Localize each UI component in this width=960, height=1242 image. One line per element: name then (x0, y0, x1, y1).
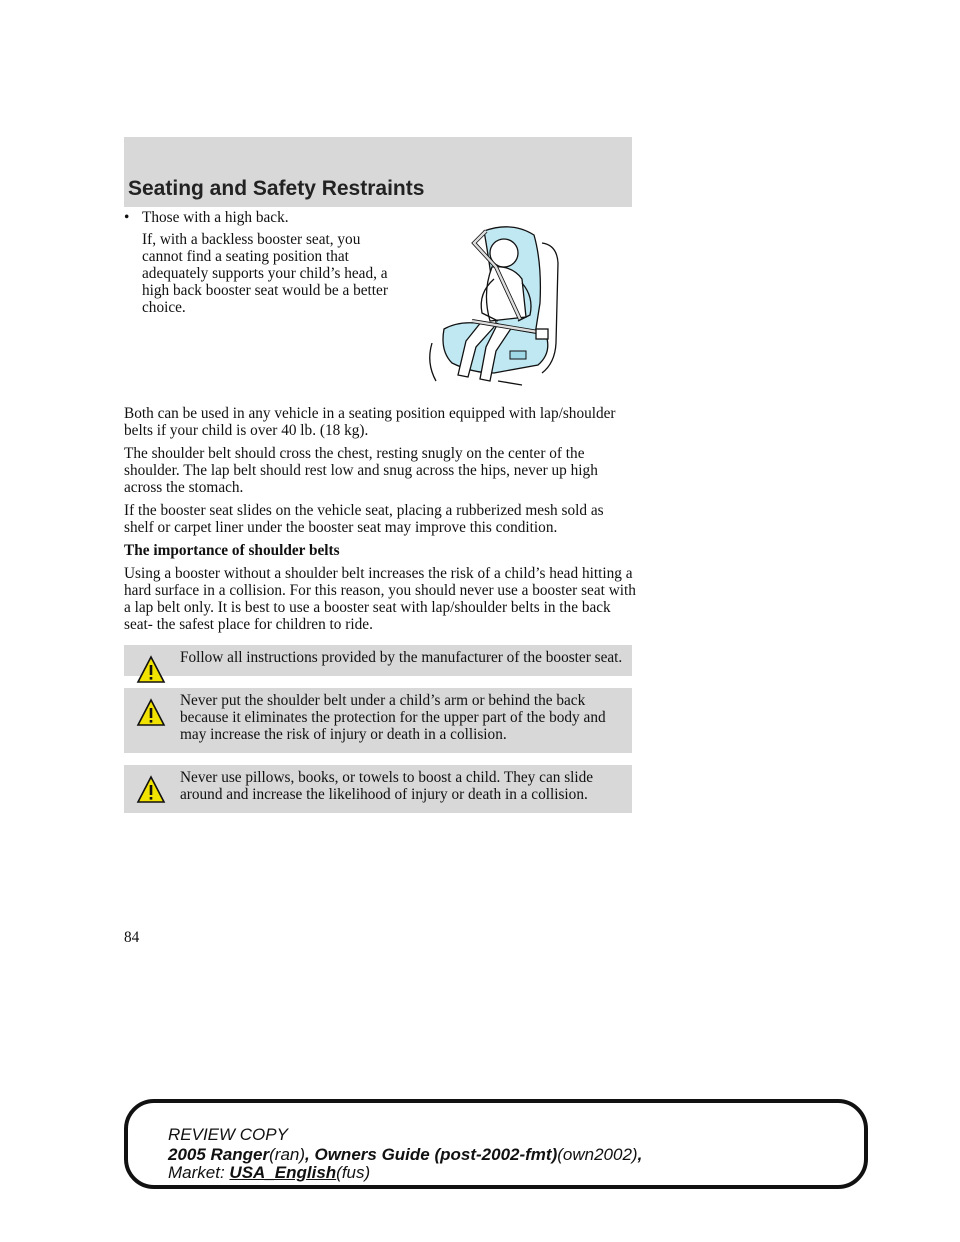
footer-market: USA_English (229, 1163, 337, 1182)
footer-line-3 (168, 1163, 370, 1183)
warning-box-1 (124, 645, 632, 676)
subheading-paragraph: Using a booster without a shoulder belt increases the risk of a child’s head hitting a hard surface in a collision. For this reason, you should never use a booster seat with a lap belt only. It is best to use a booster seat with lap/shoulder belts in the back seat- the safest place for children to ride. (124, 565, 636, 633)
footer-guide: Owners Guide (post-2002-fmt) (314, 1145, 558, 1164)
warning-text-2: Never put the shoulder belt under a child’s arm or behind the back because it eliminates the protection for the upper part of the body and may increase the risk of injury or death in a collision. (180, 692, 606, 743)
footer-model: 2005 Ranger (168, 1145, 270, 1164)
paragraph-2: The shoulder belt should cross the chest, resting snugly on the center of the shoulder. The lap belt should rest low and snug across the hips, never up high across the stomach. (124, 445, 598, 496)
footer-line-2 (168, 1145, 642, 1165)
bullet-item (124, 209, 289, 226)
bullet-text: Those with a high back. (142, 209, 289, 226)
review-copy-footer (124, 1099, 868, 1189)
warning-triangle-icon (136, 698, 166, 728)
subheading: The importance of shoulder belts (124, 542, 340, 559)
bullet-marker: • (124, 209, 130, 226)
footer-sep-1: , (305, 1145, 315, 1164)
high-back-booster-seat-illustration (422, 223, 562, 393)
warning-box-3 (124, 765, 632, 813)
bullet-subtext: If, with a backless booster seat, you cannot find a seating position that adequately supports your child’s head, a high back booster seat would be a better choice. (142, 231, 388, 316)
page-content (124, 209, 636, 813)
warning-triangle-icon (136, 775, 166, 805)
warning-box-2 (124, 688, 632, 753)
footer-guide-code: (own2002) (557, 1145, 638, 1164)
warning-triangle-icon (136, 655, 166, 685)
footer-line-1: REVIEW COPY (168, 1125, 288, 1144)
section-header (124, 137, 632, 207)
page-number: 84 (124, 929, 140, 946)
footer-market-code: (fus) (336, 1163, 371, 1182)
warning-text-1: Follow all instructions provided by the manufacturer of the booster seat. (180, 649, 623, 666)
section-title: Seating and Safety Restraints (128, 177, 425, 200)
warning-text-3: Never use pillows, books, or towels to boost a child. They can slide around and increase the likelihood of injury or death in a collision. (180, 769, 594, 803)
footer-model-code: (ran) (269, 1145, 306, 1164)
paragraph-1: Both can be used in any vehicle in a seating position equipped with lap/shoulder belts if your child is over 40 lb. (18 kg). (124, 405, 616, 439)
footer-market-label: Market: (168, 1163, 225, 1182)
bullet-block (124, 209, 636, 393)
footer-sep-2: , (637, 1145, 643, 1164)
paragraph-3: If the booster seat slides on the vehicle seat, placing a rubberized mesh sold as shelf or carpet liner under the booster seat may improve this condition. (124, 502, 604, 536)
